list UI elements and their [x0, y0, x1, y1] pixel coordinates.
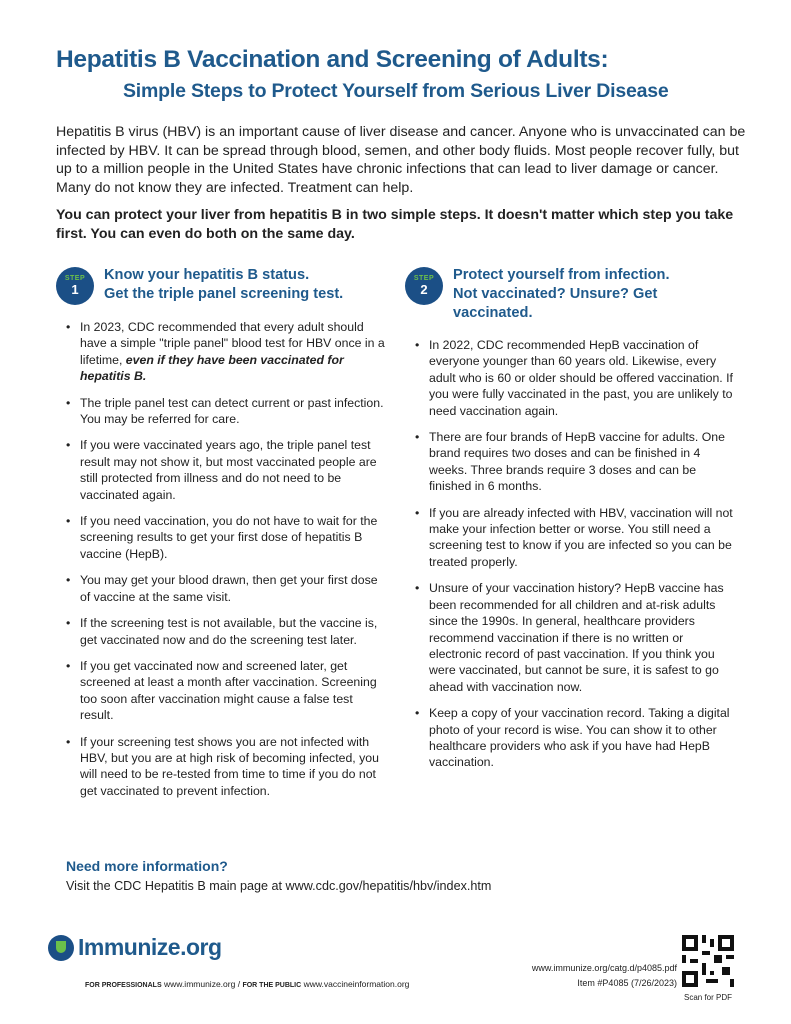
qr-caption: Scan for PDF	[684, 993, 733, 1002]
list-item: • In 2023, CDC recommended that every adult should have a simple "triple panel" blood test for HBV once in a lifetime, even if they have been vaccinated for hepatitis B.	[66, 319, 386, 385]
pdf-link[interactable]: www.immunize.org/catg.d/p4085.pdf	[531, 963, 677, 973]
immunize-logo	[48, 934, 222, 961]
list-item: • If your screening test shows you are not infected with HBV, but you are at high risk of becoming infected, you will need to be re-tested from time to time if you do not get vaccinated to prevent infection.	[66, 734, 386, 800]
public-link[interactable]: www.vaccineinformation.org	[303, 979, 410, 989]
qr-code-icon[interactable]	[682, 935, 734, 987]
logo-text: Immunize.org	[78, 934, 222, 960]
pro-label: FOR PROFESSIONALS	[85, 982, 162, 989]
step-2-bullets	[415, 337, 735, 771]
list-item: • If you need vaccination, you do not have to wait for the screening results to get your first dose of hepatitis B vaccine (HepB).	[66, 513, 386, 562]
page-title: Hepatitis B Vaccination and Screening of Adults:	[56, 46, 609, 73]
step-2-header	[405, 266, 735, 323]
public-label: FOR THE PUBLIC	[242, 982, 302, 989]
lead-paragraph: You can protect your liver from hepatitis B in two simple steps. It doesn't matter which step you take first. You can even do both on the same day.	[56, 207, 734, 242]
list-item: • If you get vaccinated now and screened later, get screened at least a month after vaccination. Screening too soon after vaccination might cause a false test result.	[66, 658, 386, 724]
step-title-line: Protect yourself from infection.	[453, 267, 670, 283]
list-item: • Unsure of your vaccination history? HepB vaccine has been recommended for all children and at-risk adults since the 1990s. In general, healthcare providers recommend vaccination if there is no written or electronic record of past vaccination. If you think you were vaccinated, but cannot be sure, it is safest to go ahead with vaccination now.	[415, 580, 735, 695]
list-item: • If you are already infected with HBV, vaccination will not make your infection better or worse. You still need a screening test to know if you are infected so you can be treated properly.	[415, 505, 735, 571]
logo-icon	[48, 935, 74, 961]
list-item: • The triple panel test can detect current or past infection. You may be referred for care.	[66, 395, 386, 428]
footer-links	[85, 979, 409, 989]
list-item: • Keep a copy of your vaccination record. Taking a digital photo of your record is wise. You can show it to other healthcare providers who ask if you have had HepB vaccination.	[415, 705, 735, 771]
item-number: Item #P4085 (7/26/2023)	[577, 978, 677, 988]
more-info-heading: Need more information?	[66, 858, 228, 874]
separator: /	[237, 979, 241, 989]
step-label: STEP	[413, 275, 435, 282]
step-1-header	[56, 266, 386, 305]
step-label: STEP	[64, 275, 86, 282]
step-number: 2	[420, 282, 428, 297]
step-1-column	[56, 266, 386, 809]
list-item: • There are four brands of HepB vaccine for adults. One brand requires two doses and can be finished in 4 weeks. Three brands require 3 doses and can be finished in 6 months.	[415, 429, 735, 495]
step-1-badge	[56, 267, 94, 305]
step-number: 1	[71, 282, 79, 297]
list-item: • If you were vaccinated years ago, the triple panel test result may not show it, but most vaccinated people are still protected from illness and do not need to be vaccinated again.	[66, 437, 386, 503]
step-2-badge	[405, 267, 443, 305]
intro-paragraph: Hepatitis B virus (HBV) is an important cause of liver disease and cancer. Anyone who is unvaccinated can be infected by HBV. It can be spread through blood, semen, and other body fluids. Most people recover fully, but up to a million people in the United States have chronic infections that can lead to liver damage or cancer. Many do not know they are infected. Treatment can help.	[56, 124, 746, 196]
step-title-line: Get the triple panel screening test.	[104, 286, 344, 302]
step-title-line: Know your hepatitis B status.	[104, 267, 310, 283]
page-subtitle: Simple Steps to Protect Yourself from Serious Liver Disease	[123, 80, 669, 102]
footer-item-info	[532, 961, 677, 991]
list-item: • If the screening test is not available, but the vaccine is, get vaccinated now and do the screening test later.	[66, 615, 386, 648]
list-item: • In 2022, CDC recommended HepB vaccination of everyone younger than 60 years old. Likewise, every adult who is 60 or older should be offered vaccination. If you were fully vaccinated in the past, you are unlikely to need vaccination again.	[415, 337, 735, 419]
step-2-title	[453, 266, 735, 323]
pro-link[interactable]: www.immunize.org	[164, 979, 236, 989]
step-1-title	[104, 266, 343, 304]
more-info-text[interactable]: Visit the CDC Hepatitis B main page at www.cdc.gov/hepatitis/hbv/index.htm	[66, 879, 492, 893]
list-item: • You may get your blood drawn, then get your first dose of vaccine at the same visit.	[66, 572, 386, 605]
step-2-column	[405, 266, 735, 781]
step-title-line: Not vaccinated? Unsure? Get vaccinated.	[453, 286, 658, 321]
step-1-bullets	[66, 319, 386, 799]
